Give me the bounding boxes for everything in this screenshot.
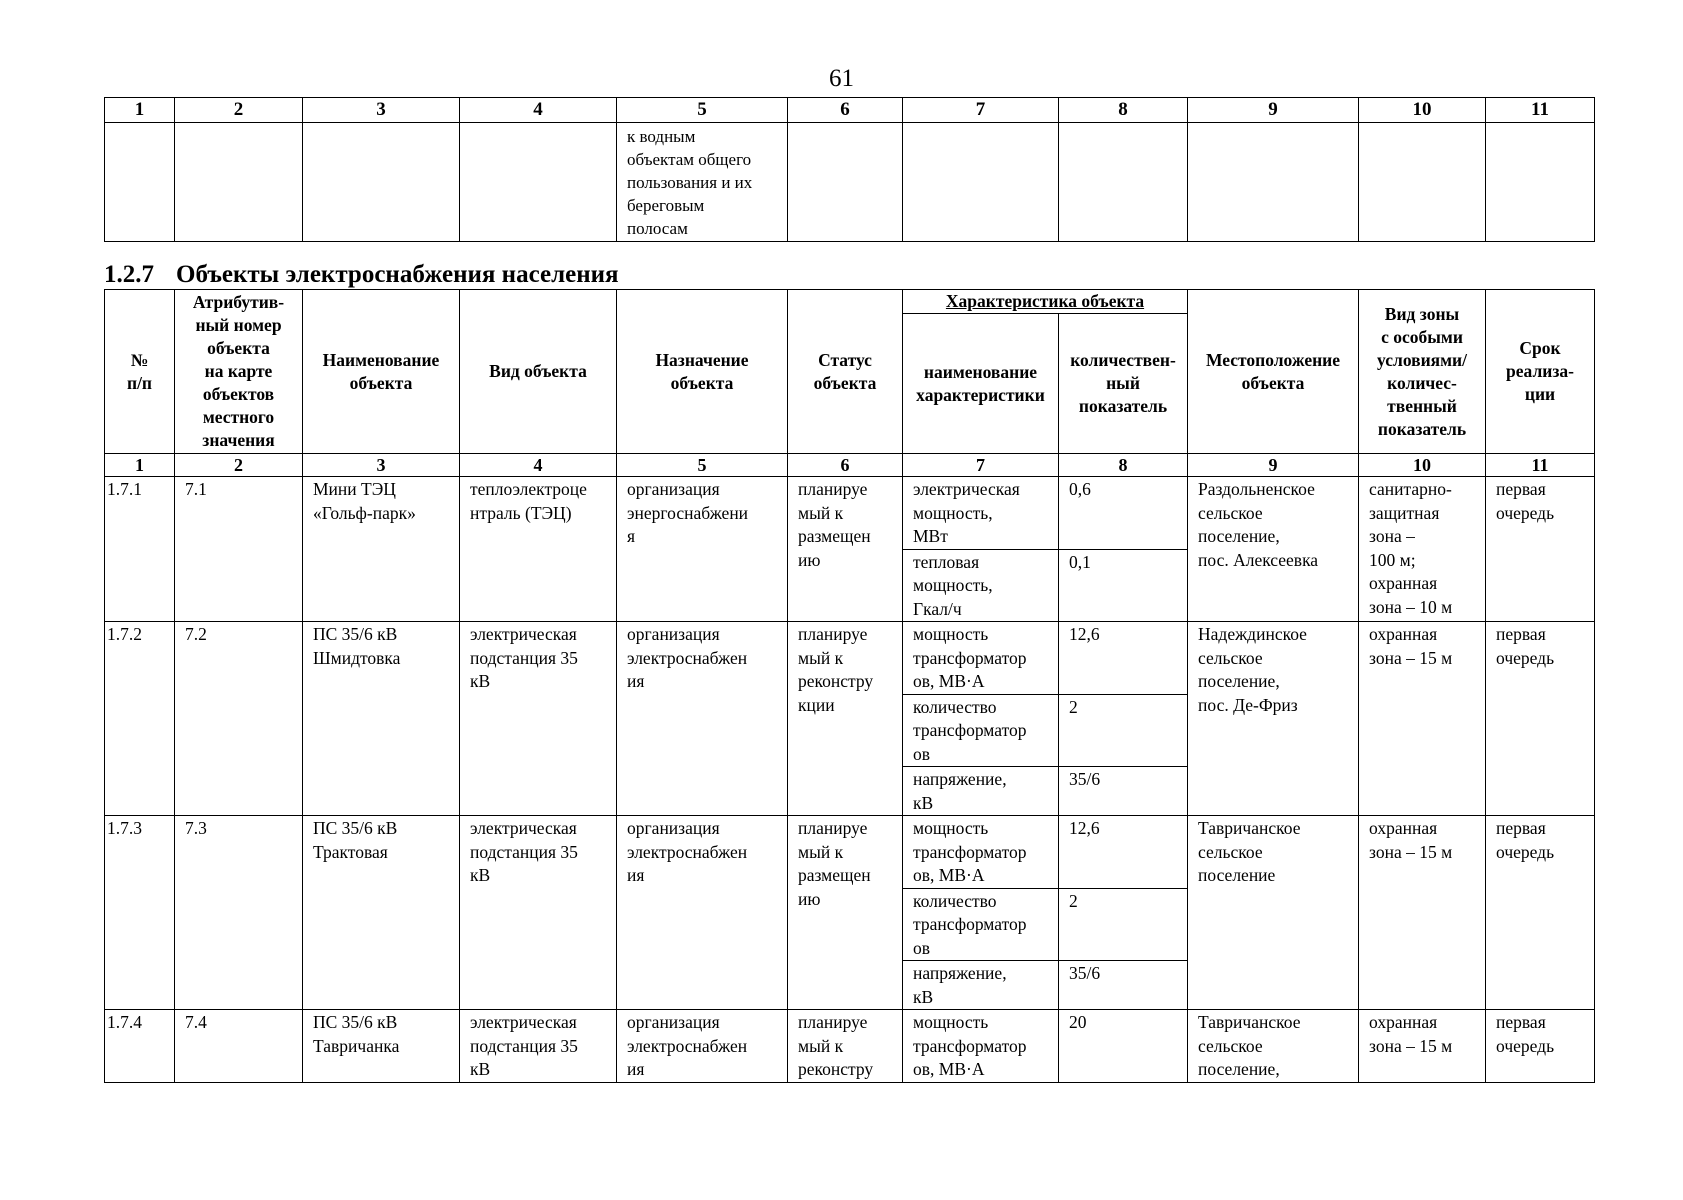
text-line: количес- xyxy=(1387,372,1457,393)
text-line: Мини ТЭЦ xyxy=(313,479,396,499)
cell-text: 12,6 xyxy=(1069,624,1100,644)
text-line: количествен- xyxy=(1070,350,1176,370)
text-line: теплоэлектроце xyxy=(470,479,587,499)
cell-text: 0,1 xyxy=(1069,551,1091,572)
object-purpose-cell xyxy=(617,1010,788,1083)
location-cell xyxy=(1188,622,1359,816)
text-line: объекта xyxy=(207,338,270,358)
text-line: пос. Алексеевка xyxy=(1198,549,1319,570)
object-purpose-cell xyxy=(617,622,788,816)
text-line: мый к xyxy=(798,841,844,862)
text-line: зона – 15 м xyxy=(1369,647,1453,668)
cell-text: 7.2 xyxy=(185,624,207,644)
text-line: поселение, xyxy=(1198,1059,1280,1079)
cell-text: 2 xyxy=(1069,890,1078,911)
header-object-kind xyxy=(460,290,617,454)
text-line: напряжение, xyxy=(913,963,1007,983)
header-zone xyxy=(1359,290,1486,454)
text-line: реконстру xyxy=(798,671,874,691)
header-row xyxy=(105,290,1595,314)
text-line: количество xyxy=(913,890,997,911)
text-line: кции xyxy=(798,694,835,715)
text-line: объектам общего xyxy=(627,150,752,169)
characteristic-name-cell xyxy=(903,816,1059,889)
attribute-number-cell xyxy=(175,816,303,1010)
object-status-cell xyxy=(788,477,903,622)
text-line: показатель xyxy=(1377,418,1467,439)
characteristic-value-cell xyxy=(1059,694,1188,767)
column-number: 2 xyxy=(175,98,303,123)
text-line: очередь xyxy=(1496,1035,1555,1056)
text-line: планируе xyxy=(798,624,868,644)
object-kind-cell xyxy=(460,622,617,816)
text-line: ию xyxy=(798,888,821,909)
text-line: ов, МВ·А xyxy=(913,865,985,885)
column-number: 3 xyxy=(303,454,460,477)
text-line: организация xyxy=(627,479,720,499)
power-objects-table xyxy=(104,289,1595,1083)
text-line: ия xyxy=(627,1059,645,1079)
column-number: 4 xyxy=(460,98,617,123)
text-line: Срок xyxy=(1519,338,1561,358)
row-number-cell xyxy=(105,816,175,1010)
column-number: 8 xyxy=(1059,98,1188,123)
text-line: ию xyxy=(798,549,821,570)
text-line: ПС 35/6 кВ xyxy=(313,624,398,644)
text-line: реконстру xyxy=(798,1059,874,1079)
text-line: мощность xyxy=(913,1012,989,1032)
text-line: объекта xyxy=(813,372,877,393)
continuation-row xyxy=(105,123,1595,242)
text-line: трансформатор xyxy=(913,647,1027,668)
text-line: очередь xyxy=(1496,647,1555,668)
column-number-row xyxy=(105,454,1595,477)
column-number: 9 xyxy=(1188,98,1359,123)
text-line: ов, МВ·А xyxy=(913,1059,985,1079)
location-cell xyxy=(1188,477,1359,622)
text-line: пос. Де-Фриз xyxy=(1198,694,1298,715)
characteristic-name-cell xyxy=(903,622,1059,695)
text-line: размещен xyxy=(798,865,871,885)
text-line: ПС 35/6 кВ xyxy=(313,1012,398,1032)
text-line: размещен xyxy=(798,526,871,546)
header-object-purpose xyxy=(617,290,788,454)
text-line: сельское xyxy=(1198,647,1263,668)
text-line: характеристики xyxy=(916,384,1045,405)
text-line: электроснабжен xyxy=(627,1035,748,1056)
text-line: кВ xyxy=(470,865,491,885)
text-line: трансформатор xyxy=(913,1035,1027,1056)
text-line: Наименование xyxy=(322,349,440,370)
text-line: подстанция 35 xyxy=(470,841,578,862)
row-number-cell xyxy=(105,1010,175,1083)
text-line: ия xyxy=(627,865,645,885)
text-line: первая xyxy=(1496,1012,1546,1032)
column-number: 1 xyxy=(105,454,175,477)
zone-cell xyxy=(1359,816,1486,1010)
text-line: организация xyxy=(627,1012,720,1032)
text-line: пользования и их xyxy=(627,173,753,192)
text-line: кВ xyxy=(913,792,934,813)
text-line: зона – 15 м xyxy=(1369,1035,1453,1056)
continuation-table xyxy=(104,97,1595,242)
text-line: к водным xyxy=(627,127,696,146)
section-title: Объекты электроснабжения населения xyxy=(176,261,619,288)
characteristic-value-cell xyxy=(1059,1010,1188,1083)
text-line: трансформатор xyxy=(913,841,1027,862)
column-number: 11 xyxy=(1486,98,1595,123)
text-line: ный номер xyxy=(195,315,282,335)
text-line: объекта xyxy=(670,372,734,393)
column-number: 1 xyxy=(105,98,175,123)
text-line: организация xyxy=(627,818,720,838)
column-number: 7 xyxy=(903,454,1059,477)
table-cell xyxy=(1486,123,1595,242)
column-number: 2 xyxy=(175,454,303,477)
object-kind-cell xyxy=(460,1010,617,1083)
table-body xyxy=(105,477,1595,1083)
text-line: зона – 15 м xyxy=(1369,841,1453,862)
header-num xyxy=(105,290,175,454)
table-cell xyxy=(788,123,903,242)
text-line: мощность xyxy=(913,818,989,838)
zone-cell xyxy=(1359,1010,1486,1083)
cell-text: 35/6 xyxy=(1069,769,1101,789)
text-line: зона – 10 м xyxy=(1369,596,1453,617)
text-line: Надеждинское xyxy=(1198,624,1307,644)
column-number: 6 xyxy=(788,454,903,477)
text-line: ный xyxy=(1106,373,1140,393)
text-line: мый к xyxy=(798,647,844,668)
text-line: трансформатор xyxy=(913,720,1027,740)
text-line: на карте xyxy=(204,361,273,381)
characteristic-value-cell xyxy=(1059,888,1188,961)
text-line: кВ xyxy=(913,986,934,1007)
header-characteristic-value xyxy=(1059,314,1188,454)
cell-text: 1.7.2 xyxy=(107,624,142,644)
text-line: Гкал/ч xyxy=(913,598,962,619)
text-line: подстанция 35 xyxy=(470,1035,578,1056)
text-line: значения xyxy=(202,430,275,450)
object-name-cell xyxy=(303,816,460,1010)
header-location xyxy=(1188,290,1359,454)
characteristic-value-cell xyxy=(1059,816,1188,889)
text-line: мощность, xyxy=(913,575,993,595)
attribute-number-cell xyxy=(175,622,303,816)
text-line: электрическая xyxy=(470,1012,577,1032)
header-characteristic-group xyxy=(903,290,1188,314)
header-term xyxy=(1486,290,1595,454)
text-line: Вид зоны xyxy=(1384,303,1460,324)
object-purpose-cell xyxy=(617,477,788,622)
table-cell xyxy=(903,123,1059,242)
text-line: количество xyxy=(913,696,997,717)
cell-text: 20 xyxy=(1069,1012,1087,1032)
text-line: трансформатор xyxy=(913,914,1027,934)
text-line: планируе xyxy=(798,818,868,838)
text-line: п/п xyxy=(126,372,153,393)
section-heading xyxy=(104,260,619,290)
cell-text: 1.7.4 xyxy=(107,1012,142,1032)
text-line: ов xyxy=(913,743,931,764)
text-line: МВт xyxy=(913,526,948,546)
text-line: полосам xyxy=(627,219,688,238)
text-line: защитная xyxy=(1369,502,1440,523)
text-line: ов xyxy=(913,937,931,958)
text-line: кВ xyxy=(470,671,491,691)
text-line: Тавричанка xyxy=(313,1035,400,1056)
characteristic-name-cell xyxy=(903,1010,1059,1083)
column-number: 5 xyxy=(617,98,788,123)
text-line: охранная xyxy=(1369,573,1438,593)
cell-text: 35/6 xyxy=(1069,963,1101,983)
text-line: объекта xyxy=(349,372,413,393)
term-cell xyxy=(1486,477,1595,622)
text-line: санитарно- xyxy=(1369,479,1452,499)
characteristic-value-cell xyxy=(1059,549,1188,622)
text-line: я xyxy=(627,526,636,546)
object-status-cell xyxy=(788,816,903,1010)
text-line: Раздольненское xyxy=(1198,479,1315,499)
table-row xyxy=(105,622,1595,695)
page-number: 61 xyxy=(829,65,854,92)
text-line: напряжение, xyxy=(913,769,1007,789)
text-line: энергоснабжени xyxy=(627,502,749,523)
table-row xyxy=(105,477,1595,550)
characteristic-name-cell xyxy=(903,477,1059,550)
text-line: планируе xyxy=(798,479,868,499)
characteristic-name-cell xyxy=(903,694,1059,767)
text-line: электрическая xyxy=(470,624,577,644)
text-line: электрическая xyxy=(913,479,1020,499)
row-number-cell xyxy=(105,477,175,622)
text-line: объекта xyxy=(1241,372,1305,393)
text-line: местного xyxy=(202,407,275,427)
text-line: планируе xyxy=(798,1012,868,1032)
text-line: Назначение xyxy=(655,349,749,370)
text-line: подстанция 35 xyxy=(470,647,578,668)
cell-text: 1.7.1 xyxy=(107,479,142,499)
text-line: с особыми xyxy=(1381,326,1463,347)
cell-text: 7.4 xyxy=(185,1012,207,1032)
column-number: 10 xyxy=(1359,98,1486,123)
table-row xyxy=(105,1010,1595,1083)
attribute-number-cell xyxy=(175,1010,303,1083)
section-number: 1.2.7 xyxy=(104,261,154,288)
cell-text: 2 xyxy=(1069,696,1078,717)
column-number: 9 xyxy=(1188,454,1359,477)
text-line: организация xyxy=(627,624,720,644)
text-line: условиями/ xyxy=(1377,349,1467,370)
cell-text: 0,6 xyxy=(1069,479,1091,499)
text-line: первая xyxy=(1496,479,1546,499)
text-line: объектов xyxy=(202,384,275,404)
text-line: первая xyxy=(1496,624,1546,644)
table-cell xyxy=(1188,123,1359,242)
text-line: наименование xyxy=(923,361,1038,382)
text-line: мощность, xyxy=(913,502,993,523)
text-line: сельское xyxy=(1198,1035,1263,1056)
text-line: показатель xyxy=(1078,396,1168,416)
text-line: охранная xyxy=(1369,818,1438,838)
text-line: реализа- xyxy=(1506,361,1574,381)
term-cell xyxy=(1486,1010,1595,1083)
text-line: очередь xyxy=(1496,502,1555,523)
text-line: первая xyxy=(1496,818,1546,838)
table-cell xyxy=(1359,123,1486,242)
table-row xyxy=(105,816,1595,889)
zone-cell xyxy=(1359,622,1486,816)
column-number: 6 xyxy=(788,98,903,123)
text-line: Атрибутив- xyxy=(192,292,285,312)
characteristic-name-cell xyxy=(903,767,1059,816)
column-number: 3 xyxy=(303,98,460,123)
header-characteristic-name xyxy=(903,314,1059,454)
text-line: Статус xyxy=(818,349,872,370)
characteristic-value-cell xyxy=(1059,477,1188,550)
header-object-name xyxy=(303,290,460,454)
column-number: 4 xyxy=(460,454,617,477)
table-cell xyxy=(460,123,617,242)
characteristic-value-cell xyxy=(1059,767,1188,816)
text-line: № xyxy=(130,349,149,370)
text-line: Шмидтовка xyxy=(313,647,401,668)
text-line: Трактовая xyxy=(313,841,388,862)
header-characteristic-label: Характеристика объекта xyxy=(945,291,1145,311)
text-line: электроснабжен xyxy=(627,647,748,668)
text-line: 100 м; xyxy=(1369,549,1416,570)
table-cell xyxy=(303,123,460,242)
text-line: ПС 35/6 кВ xyxy=(313,818,398,838)
text-line: мощность xyxy=(913,624,989,644)
column-number: 5 xyxy=(617,454,788,477)
cell-text: 7.1 xyxy=(185,479,207,499)
cell-text: 1.7.3 xyxy=(107,818,142,838)
table-cell xyxy=(175,123,303,242)
text-line: охранная xyxy=(1369,624,1438,644)
object-status-cell xyxy=(788,1010,903,1083)
text-line: кВ xyxy=(470,1059,491,1079)
zone-cell xyxy=(1359,477,1486,622)
column-number: 10 xyxy=(1359,454,1486,477)
text-line: Местоположение xyxy=(1205,349,1341,370)
term-cell xyxy=(1486,816,1595,1010)
text-line: зона – xyxy=(1369,526,1415,546)
text-line: поселение, xyxy=(1198,526,1280,546)
characteristic-value-cell xyxy=(1059,622,1188,695)
text-line: сельское xyxy=(1198,841,1263,862)
cell-text: 7.3 xyxy=(185,818,207,838)
text-line: поселение xyxy=(1198,865,1276,885)
attribute-number-cell xyxy=(175,477,303,622)
header-attribute-number xyxy=(175,290,303,454)
text-line: твенный xyxy=(1387,395,1457,416)
object-name-cell xyxy=(303,622,460,816)
text-line: очередь xyxy=(1496,841,1555,862)
characteristic-value-cell xyxy=(1059,961,1188,1010)
characteristic-name-cell xyxy=(903,961,1059,1010)
text-line: ия xyxy=(627,671,645,691)
text-line: ов, МВ·А xyxy=(913,671,985,691)
text-line: электроснабжен xyxy=(627,841,748,862)
location-cell xyxy=(1188,1010,1359,1083)
location-cell xyxy=(1188,816,1359,1010)
characteristic-name-cell xyxy=(903,888,1059,961)
column-number: 8 xyxy=(1059,454,1188,477)
term-cell xyxy=(1486,622,1595,816)
row-number-cell xyxy=(105,622,175,816)
text-line: тепловая xyxy=(913,551,980,572)
table-cell xyxy=(105,123,175,242)
column-number: 11 xyxy=(1486,454,1595,477)
text-line: охранная xyxy=(1369,1012,1438,1032)
continuation-number-row xyxy=(105,98,1595,123)
object-name-cell xyxy=(303,477,460,622)
object-name-cell xyxy=(303,1010,460,1083)
text-line: Вид объекта xyxy=(489,361,587,381)
text-line: «Гольф-парк» xyxy=(313,502,416,523)
cell-text: 12,6 xyxy=(1069,818,1100,838)
text-line: ции xyxy=(1524,384,1556,404)
characteristic-name-cell xyxy=(903,549,1059,622)
text-line: электрическая xyxy=(470,818,577,838)
text-line: мый к xyxy=(798,1035,844,1056)
header-object-status xyxy=(788,290,903,454)
object-status-cell xyxy=(788,622,903,816)
text-line: береговым xyxy=(627,196,705,215)
column-number: 7 xyxy=(903,98,1059,123)
table-cell xyxy=(1059,123,1188,242)
text-line: нтраль (ТЭЦ) xyxy=(470,502,572,523)
text-line: сельское xyxy=(1198,502,1263,523)
object-purpose-cell xyxy=(617,816,788,1010)
text-line: Тавричанское xyxy=(1198,818,1301,838)
object-kind-cell xyxy=(460,477,617,622)
text-line: поселение, xyxy=(1198,671,1280,691)
text-line: Тавричанское xyxy=(1198,1012,1301,1032)
continuation-purpose-cell xyxy=(617,123,788,242)
text-line: мый к xyxy=(798,502,844,523)
object-kind-cell xyxy=(460,816,617,1010)
